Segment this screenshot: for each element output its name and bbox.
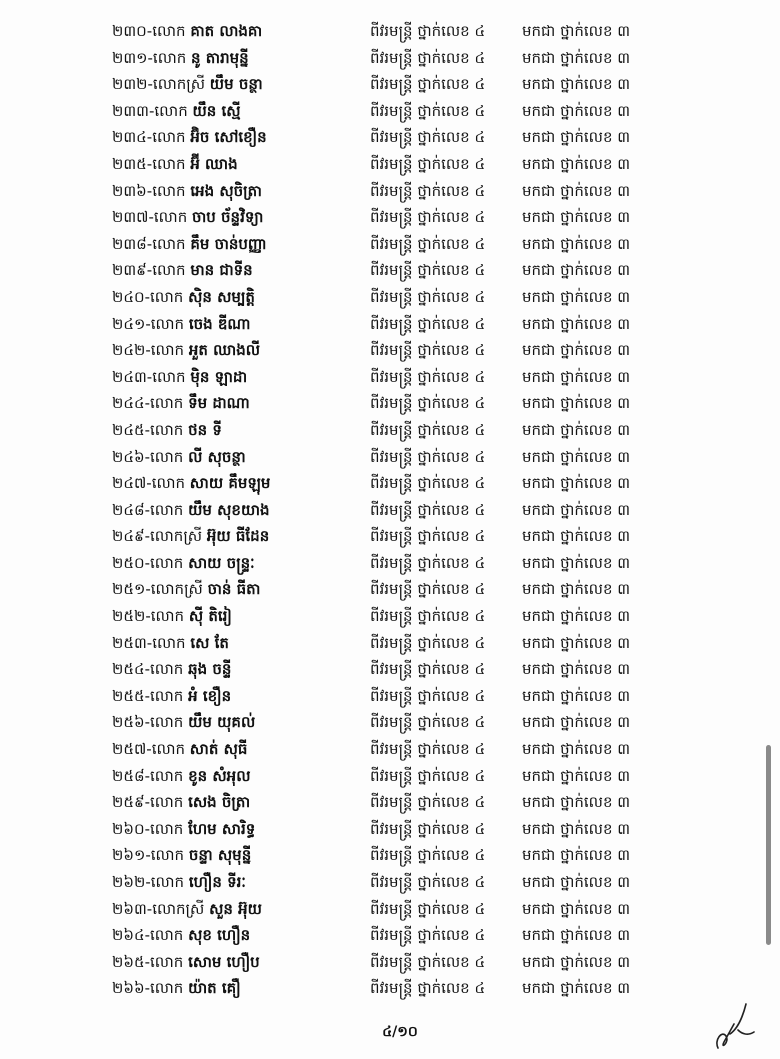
entry-from-rank: ពីវរមន្ត្រី ថ្នាក់លេខ ៤ [370, 234, 486, 253]
entry-to-rank: មកជា ថ្នាក់លេខ ៣ [522, 580, 631, 599]
entry-person [112, 311, 250, 338]
entry-to-rank: មកជា ថ្នាក់លេខ ៣ [522, 979, 631, 998]
entry-from-rank: ពីវរមន្ត្រី ថ្នាក់លេខ ៤ [370, 314, 486, 333]
signature-mark [712, 990, 758, 1054]
entry-from-rank: ពីវរមន្ត្រី ថ្នាក់លេខ ៤ [370, 474, 486, 493]
entry-from-rank: ពីវរមន្ត្រី ថ្នាក់លេខ ៤ [370, 553, 486, 572]
entry-person [112, 896, 262, 923]
entry-to-rank: មកជា ថ្នាក់លេខ ៣ [522, 819, 631, 838]
entry-from-rank: ពីវរមន្ត្រី ថ្នាក់លេខ ៤ [370, 527, 486, 546]
entry-number-title: ២៣៧-លោក [112, 208, 188, 227]
entry-name: សេ តែ [190, 633, 229, 652]
entry-number-title: ២៦៦-លោក [112, 979, 184, 998]
list-item [112, 523, 672, 550]
entry-to-rank: មកជា ថ្នាក់លេខ ៣ [522, 181, 631, 200]
entry-name: យឹន ស្មើ [192, 101, 241, 120]
list-item [112, 311, 672, 338]
list-item [112, 550, 672, 577]
list-item [112, 390, 672, 417]
entry-from-rank: ពីវរមន្ត្រី ថ្នាក់លេខ ៤ [370, 75, 486, 94]
entry-person [112, 949, 260, 976]
entry-from-rank: ពីវរមន្ត្រី ថ្នាក់លេខ ៤ [370, 181, 486, 200]
entry-name: អ៊ី ឈាង [190, 154, 238, 173]
list-item [112, 896, 672, 923]
entry-number-title: ២៤៤-លោក [112, 394, 184, 413]
list-item [112, 949, 672, 976]
list-item [112, 124, 672, 151]
list-item [112, 576, 672, 603]
entry-from-rank: ពីវរមន្ត្រី ថ្នាក់លេខ ៤ [370, 766, 486, 785]
list-item [112, 683, 672, 710]
entry-number-title: ២៥៣-លោក [112, 633, 186, 652]
entry-from-rank: ពីវរមន្ត្រី ថ្នាក់លេខ ៤ [370, 420, 486, 439]
list-item [112, 284, 672, 311]
entry-name: គឹម ចាន់បញ្ញា [190, 234, 267, 253]
entry-name: ថន ទី [188, 420, 222, 439]
entry-person [112, 444, 246, 471]
entry-number-title: ២៥៥-លោក [112, 686, 184, 705]
entry-from-rank: ពីវរមន្ត្រី ថ្នាក់លេខ ៤ [370, 686, 486, 705]
entry-number-title: ២៣៣-លោក [112, 101, 188, 120]
list-item [112, 178, 672, 205]
entry-person [112, 842, 251, 869]
entry-number-title: ២៣៥-លោក [112, 154, 186, 173]
entry-number-title: ២៥៩-លោក [112, 793, 184, 812]
entry-number-title: ២៥០-លោក [112, 553, 184, 572]
entry-number-title: ២៦៥-លោក [112, 952, 184, 971]
entry-to-rank: មកជា ថ្នាក់លេខ ៣ [522, 75, 631, 94]
entry-name: នូ តារាមុន្នី [191, 48, 249, 67]
entry-name: ចន្ទា សុមុន្នី [188, 846, 252, 865]
entry-name: សុខ ហឿន [188, 926, 251, 945]
entry-name: យឹម ចន្ថា [209, 75, 263, 94]
entry-name: អ៊ិច សៅខឿន [190, 128, 267, 147]
list-item [112, 444, 672, 471]
entry-number-title: ២៤១-លោក [112, 314, 185, 333]
list-item [112, 470, 672, 497]
list-item [112, 842, 672, 869]
entry-person [112, 975, 241, 1002]
entry-person [112, 709, 255, 736]
entry-name: លី សុចន្ថា [188, 447, 246, 466]
entry-name: ខូន សំអុល [188, 766, 251, 785]
list-item [112, 975, 672, 1002]
entry-person [112, 257, 253, 284]
entry-person [112, 523, 269, 550]
entry-name: ចេង ឌីណា [188, 314, 251, 333]
entry-person [112, 178, 262, 205]
entry-to-rank: មកជា ថ្នាក់លេខ ៣ [522, 500, 631, 519]
entry-from-rank: ពីវរមន្ត្រី ថ្នាក់លេខ ៤ [370, 952, 486, 971]
entry-person [112, 151, 238, 178]
entry-name: ហឿន ទីរៈ [188, 873, 246, 891]
entry-list [112, 18, 672, 1002]
entry-person [112, 497, 270, 524]
entry-person [112, 576, 260, 603]
entry-to-rank: មកជា ថ្នាក់លេខ ៣ [522, 766, 631, 785]
entry-number-title: ២៥៧-លោក [112, 740, 186, 759]
entry-to-rank: មកជា ថ្នាក់លេខ ៣ [522, 607, 631, 626]
entry-number-title: ២៤៣-លោក [112, 367, 186, 386]
entry-to-rank: មកជា ថ្នាក់លេខ ៣ [522, 846, 631, 865]
entry-person [112, 869, 246, 896]
entry-to-rank: មកជា ថ្នាក់លេខ ៣ [522, 208, 631, 227]
list-item [112, 364, 672, 391]
entry-name: អំ ខឿន [188, 686, 232, 705]
entry-name: សោម ហឿប [188, 952, 260, 971]
entry-name: ហែម សារិទ្ធ [188, 819, 256, 838]
list-item [112, 257, 672, 284]
list-item [112, 204, 672, 231]
entry-to-rank: មកជា ថ្នាក់លេខ ៣ [522, 527, 631, 546]
entry-to-rank: មកជា ថ្នាក់លេខ ៣ [522, 447, 631, 466]
entry-to-rank: មកជា ថ្នាក់លេខ ៣ [522, 793, 631, 812]
entry-from-rank: ពីវរមន្ត្រី ថ្នាក់លេខ ៤ [370, 899, 486, 918]
entry-person [112, 390, 250, 417]
entry-number-title: ២៣៨-លោក [112, 234, 186, 253]
entry-person [112, 763, 250, 790]
entry-person [112, 124, 267, 151]
entry-name: ចាប ច័ន្ទវិទ្យា [192, 208, 264, 227]
entry-number-title: ២៤៩-លោកស្រី [112, 527, 203, 546]
entry-person [112, 656, 231, 683]
entry-number-title: ២៣០-លោក [112, 22, 186, 40]
list-item [112, 497, 672, 524]
entry-person [112, 630, 229, 657]
entry-name: អ៊ុយ ធីដែន [206, 527, 270, 546]
entry-number-title: ២៥២-លោក [112, 607, 185, 626]
entry-to-rank: មកជា ថ្នាក់លេខ ៣ [522, 128, 631, 147]
entry-number-title: ២៤៦-លោក [112, 447, 184, 466]
entry-to-rank: មកជា ថ្នាក់លេខ ៣ [522, 261, 631, 280]
entry-name: ឆុង ចន្ទី [188, 660, 232, 679]
entry-name: សេង ចិត្រា [188, 793, 251, 812]
entry-number-title: ២៥៨-លោក [112, 766, 184, 785]
entry-name: យឹម សុខយាង [188, 500, 270, 519]
entry-number-title: ២៥១-លោកស្រី [112, 580, 203, 599]
entry-from-rank: ពីវរមន្ត្រី ថ្នាក់លេខ ៤ [370, 208, 486, 227]
list-item [112, 603, 672, 630]
entry-number-title: ២៦៤-លោក [112, 926, 184, 945]
list-item [112, 337, 672, 364]
entry-to-rank: មកជា ថ្នាក់លេខ ៣ [522, 553, 631, 572]
entry-number-title: ២៣៦-លោក [112, 181, 186, 200]
entry-number-title: ២៣៤-លោក [112, 128, 186, 147]
entry-to-rank: មកជា ថ្នាក់លេខ ៣ [522, 420, 631, 439]
entry-to-rank: មកជា ថ្នាក់លេខ ៣ [522, 474, 631, 493]
entry-from-rank: ពីវរមន្ត្រី ថ្នាក់លេខ ៤ [370, 128, 486, 147]
entry-person [112, 98, 241, 125]
entry-number-title: ២៤២-លោក [112, 341, 185, 360]
entry-number-title: ២៤០-លោក [112, 287, 184, 306]
entry-name: ចាន់ ធីតា [207, 580, 261, 599]
entry-name: មាន ជាទីន [190, 261, 253, 280]
entry-person [112, 284, 255, 311]
entry-to-rank: មកជា ថ្នាក់លេខ ៣ [522, 740, 631, 759]
entry-from-rank: ពីវរមន្ត្រី ថ្នាក់លេខ ៤ [370, 740, 486, 759]
entry-person [112, 683, 231, 710]
entry-person [112, 204, 263, 231]
entry-person [112, 816, 255, 843]
entry-to-rank: មកជា ថ្នាក់លេខ ៣ [522, 48, 631, 67]
entry-to-rank: មកជា ថ្នាក់លេខ ៣ [522, 234, 631, 253]
entry-from-rank: ពីវរមន្ត្រី ថ្នាក់លេខ ៤ [370, 660, 486, 679]
entry-from-rank: ពីវរមន្ត្រី ថ្នាក់លេខ ៤ [370, 500, 486, 519]
list-item [112, 98, 672, 125]
entry-from-rank: ពីវរមន្ត្រី ថ្នាក់លេខ ៤ [370, 447, 486, 466]
entry-from-rank: ពីវរមន្ត្រី ថ្នាក់លេខ ៤ [370, 979, 486, 998]
entry-from-rank: ពីវរមន្ត្រី ថ្នាក់លេខ ៤ [370, 607, 486, 626]
entry-person [112, 231, 267, 258]
entry-to-rank: មកជា ថ្នាក់លេខ ៣ [522, 287, 631, 306]
entry-number-title: ២៤៨-លោក [112, 500, 184, 519]
entry-from-rank: ពីវរមន្ត្រី ថ្នាក់លេខ ៤ [370, 48, 486, 67]
entry-person [112, 470, 270, 497]
entry-to-rank: មកជា ថ្នាក់លេខ ៣ [522, 154, 631, 173]
entry-to-rank: មកជា ថ្នាក់លេខ ៣ [522, 22, 631, 40]
entry-person [112, 789, 250, 816]
entry-to-rank: មកជា ថ្នាក់លេខ ៣ [522, 660, 631, 679]
entry-to-rank: មកជា ថ្នាក់លេខ ៣ [522, 394, 631, 413]
entry-from-rank: ពីវរមន្ត្រី ថ្នាក់លេខ ៤ [370, 819, 486, 838]
entry-to-rank: មកជា ថ្នាក់លេខ ៣ [522, 926, 631, 945]
entry-person [112, 364, 247, 391]
entry-name: សាយ គឹមឡុម [189, 474, 271, 493]
entry-from-rank: ពីវរមន្ត្រី ថ្នាក់លេខ ៤ [370, 154, 486, 173]
entry-person [112, 45, 249, 72]
entry-name: ម៉ិន ឡាដា [190, 367, 248, 386]
entry-number-title: ២៦០-លោក [112, 819, 184, 838]
scrollbar-thumb[interactable] [766, 745, 771, 945]
entry-person [112, 71, 263, 98]
entry-name: យឹម យុគល់ [188, 713, 256, 732]
entry-name: ស៊ី តិរៀ [188, 607, 232, 626]
entry-from-rank: ពីវរមន្ត្រី ថ្នាក់លេខ ៤ [370, 367, 486, 386]
list-item [112, 816, 672, 843]
entry-to-rank: មកជា ថ្នាក់លេខ ៣ [522, 899, 631, 918]
entry-person [112, 18, 262, 45]
entry-number-title: ២៥៤-លោក [112, 660, 184, 679]
entry-name: សួន អ៊ុយ [209, 899, 262, 918]
entry-to-rank: មកជា ថ្នាក់លេខ ៣ [522, 952, 631, 971]
page-number: ៤/១០ [382, 1024, 418, 1040]
list-item [112, 417, 672, 444]
entry-person [112, 417, 222, 444]
entry-name: ស៊ិន សម្បត្តិ [188, 287, 255, 306]
entry-from-rank: ពីវរមន្ត្រី ថ្នាក់លេខ ៤ [370, 580, 486, 599]
entry-from-rank: ពីវរមន្ត្រី ថ្នាក់លេខ ៤ [370, 926, 486, 945]
list-item [112, 709, 672, 736]
list-item [112, 151, 672, 178]
entry-to-rank: មកជា ថ្នាក់លេខ ៣ [522, 367, 631, 386]
list-item [112, 789, 672, 816]
entry-name: ទឹម ដាណា [188, 394, 250, 413]
entry-to-rank: មកជា ថ្នាក់លេខ ៣ [522, 341, 631, 360]
list-item [112, 763, 672, 790]
entry-from-rank: ពីវរមន្ត្រី ថ្នាក់លេខ ៤ [370, 394, 486, 413]
entry-to-rank: មកជា ថ្នាក់លេខ ៣ [522, 101, 631, 120]
entry-from-rank: ពីវរមន្ត្រី ថ្នាក់លេខ ៤ [370, 261, 486, 280]
entry-number-title: ២៦៣-លោកស្រី [112, 899, 205, 918]
entry-person [112, 550, 255, 577]
list-item [112, 18, 672, 45]
entry-name: យ៉ាត គឿ [188, 979, 241, 998]
entry-to-rank: មកជា ថ្នាក់លេខ ៣ [522, 633, 631, 652]
entry-person [112, 603, 232, 630]
entry-person [112, 337, 260, 364]
entry-number-title: ២៦២-លោក [112, 873, 185, 891]
list-item [112, 231, 672, 258]
entry-number-title: ២៣៩-លោក [112, 261, 186, 280]
entry-from-rank: ពីវរមន្ត្រី ថ្នាក់លេខ ៤ [370, 846, 486, 865]
entry-name: អេង សុចិត្រា [190, 181, 262, 200]
entry-number-title: ២៣២-លោកស្រី [112, 75, 206, 94]
entry-person [112, 922, 250, 949]
entry-from-rank: ពីវរមន្ត្រី ថ្នាក់លេខ ៤ [370, 341, 486, 360]
list-item [112, 869, 672, 896]
list-item [112, 736, 672, 763]
entry-from-rank: ពីវរមន្ត្រី ថ្នាក់លេខ ៤ [370, 101, 486, 120]
entry-number-title: ២៦១-លោក [112, 846, 185, 865]
entry-from-rank: ពីវរមន្ត្រី ថ្នាក់លេខ ៤ [370, 873, 486, 891]
entry-person [112, 736, 247, 763]
list-item [112, 656, 672, 683]
entry-name: គាត លាងគា [190, 22, 263, 40]
entry-number-title: ២៣១-លោក [112, 48, 187, 67]
entry-name: អួត ឈាងលី [188, 341, 260, 360]
entry-to-rank: មកជា ថ្នាក់លេខ ៣ [522, 873, 631, 891]
entry-from-rank: ពីវរមន្ត្រី ថ្នាក់លេខ ៤ [370, 793, 486, 812]
entry-to-rank: មកជា ថ្នាក់លេខ ៣ [522, 713, 631, 732]
entry-to-rank: មកជា ថ្នាក់លេខ ៣ [522, 686, 631, 705]
entry-to-rank: មកជា ថ្នាក់លេខ ៣ [522, 314, 631, 333]
entry-number-title: ២៥៦-លោក [112, 713, 184, 732]
entry-from-rank: ពីវរមន្ត្រី ថ្នាក់លេខ ៤ [370, 713, 486, 732]
list-item [112, 630, 672, 657]
entry-from-rank: ពីវរមន្ត្រី ថ្នាក់លេខ ៤ [370, 287, 486, 306]
entry-number-title: ២៤៧-លោក [112, 474, 186, 493]
entry-from-rank: ពីវរមន្ត្រី ថ្នាក់លេខ ៤ [370, 633, 486, 652]
entry-name: សាយ ចន្ទ្រៈ [188, 553, 255, 572]
list-item [112, 71, 672, 98]
entry-from-rank: ពីវរមន្ត្រី ថ្នាក់លេខ ៤ [370, 22, 486, 40]
entry-number-title: ២៤៥-លោក [112, 420, 184, 439]
list-item [112, 922, 672, 949]
entry-name: សាត់ សុធី [189, 740, 248, 759]
list-item [112, 45, 672, 72]
